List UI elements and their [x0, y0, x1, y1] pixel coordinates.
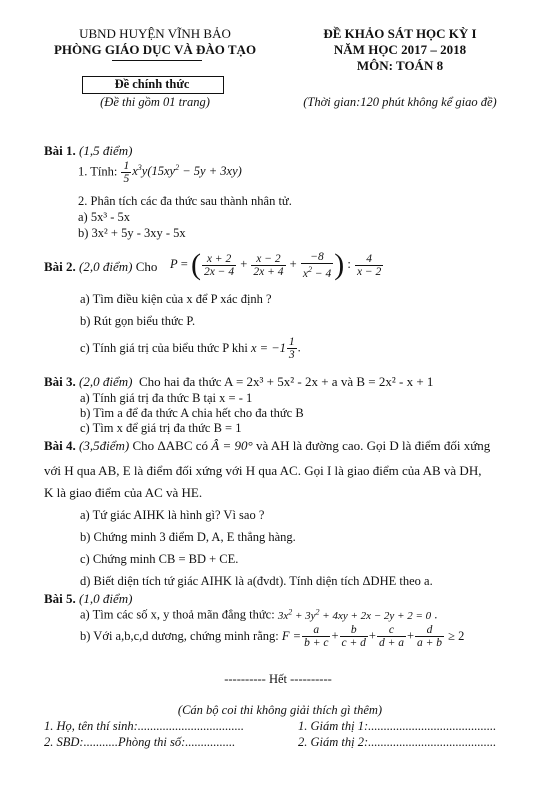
bai3-intro: Cho hai đa thức A = 2x³ + 5x² - 2x + a và B = 2x² - x + 1 — [138, 374, 434, 389]
end-marker: ---------- Hết ---------- — [224, 672, 332, 686]
header-department: PHÒNG GIÁO DỤC VÀ ĐÀO TẠO — [53, 42, 257, 57]
time-note: (Thời gian:120 phút không kể giao đề) — [303, 95, 497, 109]
bai2-formula: P = ( $\frac{x + 2}{2x - 4}$ + $\frac{x - 2}{2x + 4}$ + $\frac{-8}{x^2 - 4}$ ) : $\frac{4}{x - 2}$ — [170, 248, 382, 281]
bai4-intro-line3: K là giao điểm của AC và HE. — [44, 485, 203, 500]
bai1-expression: $x^3y(15xy^2 - 5y + 3xy)$ — [132, 163, 242, 179]
exam-title: ĐỀ KHẢO SÁT HỌC KỲ I — [323, 26, 477, 41]
bai5-points: (1,0 điểm) — [79, 591, 133, 606]
bai3-qa: a) Tính giá trị đa thức B tại x = - 1 — [80, 391, 253, 405]
supervisor-1: 1. Giám thị 1:......................................... — [298, 719, 497, 733]
subject: MÔN: TOÁN 8 — [356, 58, 444, 73]
bai4-intro-line1 — [44, 438, 490, 454]
bai4-intro1b: và AH là đường cao. Gọi D là điểm đối xứng — [255, 438, 491, 453]
footer-note: (Cán bộ coi thi không giải thích gì thêm) — [177, 703, 383, 717]
header-district: UBND HUYỆN VĨNH BẢO — [79, 26, 231, 41]
bai2-qb: b) Rút gọn biểu thức P. — [80, 314, 196, 328]
bai2-qa: a) Tìm điều kiện của x để P xác định ? — [80, 292, 272, 306]
bai5-heading — [44, 591, 132, 607]
bai2-title: Bài 2. — [44, 259, 76, 274]
bai5-qb: b) Với a,b,c,d dương, chứng minh rằng: F = $\frac{a}{b + c}$ + $\frac{b}{c + d}$ + $\frac{c}{d + a}$ + $\frac{d}{a + b}$ ≥ 2 — [80, 624, 465, 649]
candidate-name: 1. Họ, tên thí sinh:.................................. — [44, 719, 244, 733]
bai2-qc-label: c) Tính giá trị của biểu thức P khi — [80, 341, 248, 355]
bai3-title: Bài 3. — [44, 374, 76, 389]
fraction-one-third: $\frac{1}{3}$ — [288, 336, 295, 361]
bai4-qa: a) Tứ giác AIHK là hình gì? Vì sao ? — [80, 508, 265, 522]
bai3-heading — [44, 374, 433, 390]
bai4-intro1a: Cho ΔABC có — [132, 438, 209, 453]
bai4-qc: c) Chứng minh CB = BD + CE. — [80, 552, 239, 566]
bai3-qb: b) Tìm a để đa thức A chia hết cho đa thức B — [80, 406, 304, 420]
bai1-heading — [44, 143, 132, 159]
header-underline — [112, 60, 202, 61]
bai1-q2: 2. Phân tích các đa thức sau thành nhân tử. — [78, 194, 292, 208]
bai4-qd: d) Biết diện tích tứ giác AIHK là a(đvdt). Tính diện tích ΔDHE theo a. — [80, 574, 433, 588]
bai5-title: Bài 5. — [44, 591, 76, 606]
bai1-q1-label: 1. Tính: — [78, 164, 118, 179]
bai3-qc: c) Tìm x để giá trị đa thức B = 1 — [80, 421, 242, 435]
bai4-angle: Â = 90° — [211, 438, 253, 453]
school-year: NĂM HỌC 2017 – 2018 — [333, 42, 467, 57]
bai4-title: Bài 4. — [44, 438, 76, 453]
bai1-qb: b) 3x² + 5y - 3xy - 5x — [78, 226, 186, 240]
bai3-points: (2,0 điểm) — [79, 374, 133, 389]
bai5-qb-label: b) Với a,b,c,d dương, chứng minh rằng: — [80, 629, 279, 643]
bai2-x-value: x = −1 — [250, 341, 286, 355]
fraction-one-fifth: $\frac{1}{5}$ — [123, 160, 130, 185]
bai1-points: (1,5 điểm) — [79, 143, 133, 158]
candidate-id: 2. SBD:...........Phòng thi số:................ — [44, 735, 236, 749]
bai5-equation: $3x^2 + 3y^2 + 4xy + 2x - 2y + 2 = 0$ — [277, 607, 432, 622]
bai2-qc: c) Tính giá trị của biểu thức P khi x = −1 $\frac{1}{3}$ . — [80, 336, 301, 361]
bai5-qa: a) Tìm các số x, y thoả mãn đẳng thức: $3x^2 + 3y^2 + 4xy + 2x - 2y + 2 = 0$ . — [80, 607, 438, 622]
pages-note: (Đề thi gồm 01 trang) — [100, 95, 210, 109]
bai5-qa-label: a) Tìm các số x, y thoả mãn đẳng thức: — [80, 607, 275, 622]
bai2-heading — [44, 259, 157, 275]
bai2-cho: Cho — [135, 259, 158, 274]
bai4-points: (3,5điểm) — [79, 438, 130, 453]
bai1-q1 — [78, 160, 242, 185]
bai5-inequality: F = — [281, 629, 302, 643]
supervisor-2: 2. Giám thị 2:......................................... — [298, 735, 497, 749]
bai4-intro-line2: với H qua AB, E là điểm đối xứng với H qua AC. Gọi I là giao điểm của AB và DH, — [44, 463, 482, 478]
bai1-qa: a) 5x³ - 5x — [78, 210, 130, 224]
official-label: Đề chính thức — [114, 77, 190, 91]
bai2-points: (2,0 điểm) — [79, 259, 133, 274]
bai1-title: Bài 1. — [44, 143, 76, 158]
bai4-qb: b) Chứng minh 3 điểm D, A, E thẳng hàng. — [80, 530, 296, 544]
